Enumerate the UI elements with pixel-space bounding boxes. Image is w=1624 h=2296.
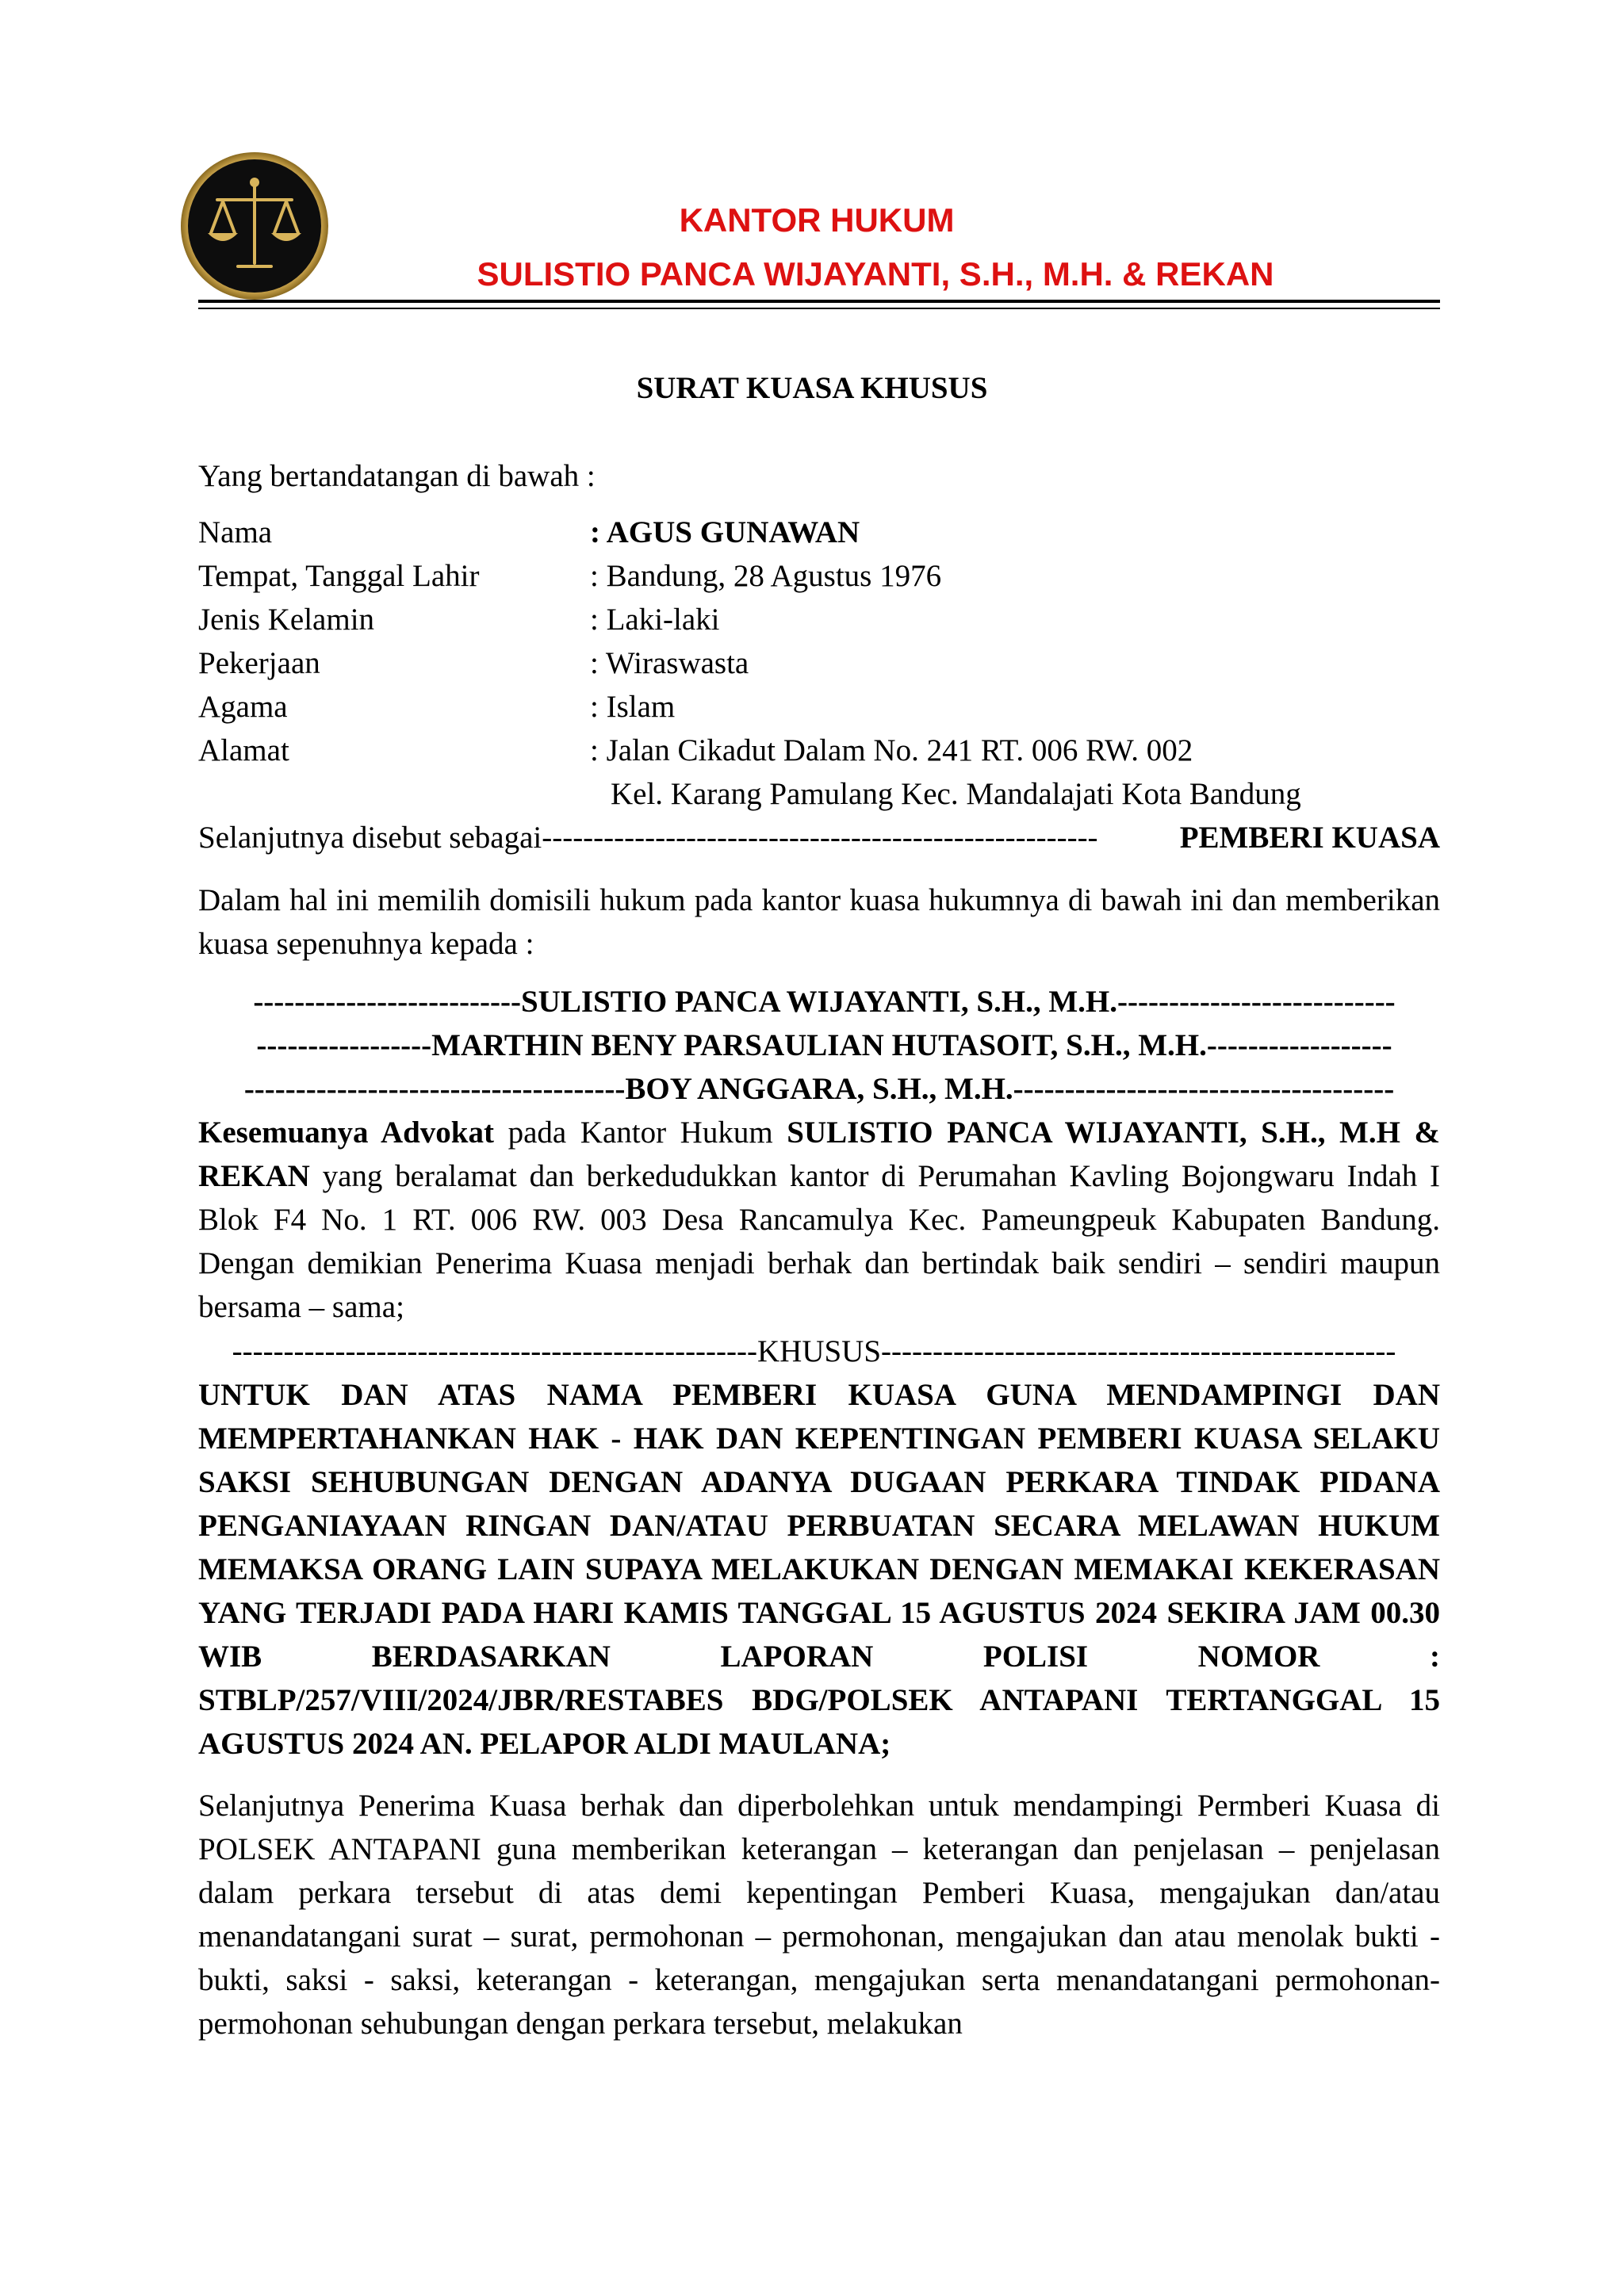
designation-role: PEMBERI KUASA	[1179, 821, 1440, 855]
advocates-lead: Kesemuanya Advokat	[198, 1115, 494, 1150]
khusus-line	[198, 1330, 1440, 1373]
intro-line: Yang bertandatangan di bawah :	[198, 459, 596, 493]
identity-row-gender	[198, 598, 1440, 641]
attorney-name: SULISTIO PANCA WIJAYANTI, S.H., M.H.	[520, 985, 1118, 1019]
identity-label: Agama	[198, 690, 288, 724]
khusus-dashes-left: ---------------------------------------------------	[232, 1334, 757, 1368]
closing-paragraph: Selanjutnya Penerima Kuasa berhak dan diperbolehkan untuk mendampingi Permberi Kuasa di POLSEK ANTAPANI guna memberikan keterangan – keterangan dan penjelasan – penjelasan dalam perkara tersebut di atas demi kepentingan Pemberi Kuasa, mengajukan dan/atau menandatangani surat – surat, permohonan – permohonan, mengajukan dan atau menolak bukti - bukti, saksi - saksi, keterangan - keterangan, mengajukan serta menandatangani permohonan-permohonan sehubungan dengan perkara tersebut, melakukan	[198, 1789, 1440, 2041]
attorney-dashes-right: ------------------	[1206, 1028, 1392, 1062]
khusus-word: KHUSUS	[756, 1334, 882, 1368]
identity-label: Alamat	[198, 733, 289, 767]
identity-table	[198, 511, 1440, 859]
address-continuation: Kel. Karang Pamulang Kec. Mandalajati Kota Bandung	[611, 777, 1301, 811]
attorney-line	[198, 1024, 1440, 1067]
identity-row-occupation	[198, 641, 1440, 685]
identity-value: : AGUS GUNAWAN	[590, 515, 860, 549]
identity-value: : Wiraswasta	[590, 646, 749, 680]
designation-dashes: ------------------------------------------------------	[542, 821, 1098, 855]
attorney-dashes-left: -----------------	[256, 1028, 432, 1062]
attorney-dashes-right: -------------------------------------	[1013, 1072, 1395, 1106]
mandate-paragraph: UNTUK DAN ATAS NAMA PEMBERI KUASA GUNA MENDAMPINGI DAN MEMPERTAHANKAN HAK - HAK DAN KEPENTINGAN PEMBERI KUASA SELAKU SAKSI SEHUBUNGAN DENGAN ADANYA DUGAAN PERKARA TINDAK PIDANA PENGANIAYAAN RINGAN DAN/ATAU PERBUATAN SECARA MELAWAN HUKUM MEMAKSA ORANG LAIN SUPAYA MELAKUKAN DENGAN MEMAKAI KEKERASAN YANG TERJADI PADA HARI KAMIS TANGGAL 15 AGUSTUS 2024 SEKIRA JAM 00.30 WIB BERDASARKAN LAPORAN POLISI NOMOR : STBLP/257/VIII/2024/JBR/RESTABES BDG/POLSEK ANTAPANI TERTANGGAL 15 AGUSTUS 2024 AN. PELAPOR ALDI MAULANA;	[198, 1378, 1440, 1761]
advocates-firm: SULISTIO PANCA WIJAYANTI, S.H., M.H & REKAN	[198, 1115, 1441, 1193]
letterhead-rule-thin	[198, 308, 1440, 309]
firm-name-line1: KANTOR HUKUM	[679, 201, 955, 239]
identity-value: : Laki-laki	[590, 603, 720, 637]
advocates-rest: yang beralamat dan berkedudukkan kantor di Perumahan Kavling Bojongwaru Indah I Blok F4 No. 1 RT. 006 RW. 003 Desa Rancamulya Kec. Pameungpeuk Kabupaten Bandung. Dengan demikian Penerima Kuasa menjadi berhak dan bertindak baik sendiri – sendiri maupun bersama – sama;	[198, 1159, 1440, 1324]
identity-label: Tempat, Tanggal Lahir	[198, 559, 480, 593]
identity-row-birth	[198, 554, 1440, 598]
identity-value: : Bandung, 28 Agustus 1976	[590, 559, 942, 593]
firm-name-line2: SULISTIO PANCA WIJAYANTI, S.H., M.H. & REKAN	[477, 255, 1274, 293]
identity-row-religion	[198, 685, 1440, 729]
identity-label: Jenis Kelamin	[198, 603, 375, 637]
attorney-line	[198, 1067, 1440, 1111]
designation-prefix: Selanjutnya disebut sebagai	[198, 821, 542, 855]
attorney-dashes-left: --------------------------	[253, 985, 521, 1019]
attorney-name: BOY ANGGARA, S.H., M.H.	[625, 1072, 1013, 1106]
identity-row-address	[198, 729, 1440, 772]
identity-label: Pekerjaan	[198, 646, 320, 680]
letterhead-rule	[198, 300, 1440, 303]
khusus-row	[198, 1330, 1440, 1373]
identity-label: Nama	[198, 515, 273, 549]
advocates-paragraph	[198, 1111, 1440, 1329]
document-title: SURAT KUASA KHUSUS	[636, 371, 988, 405]
attorney-name: MARTHIN BENY PARSAULIAN HUTASOIT, S.H., M.H.	[431, 1028, 1207, 1062]
khusus-dashes-right: --------------------------------------------------	[881, 1334, 1396, 1368]
identity-value: : Jalan Cikadut Dalam No. 241 RT. 006 RW. 002	[590, 733, 1193, 767]
attorney-dashes-left: -------------------------------------	[243, 1072, 626, 1106]
domicile-paragraph: Dalam hal ini memilih domisili hukum pada kantor kuasa hukumnya di bawah ini dan memberikan kuasa sepenuhnya kepada :	[198, 883, 1440, 961]
attorney-list	[198, 980, 1440, 1111]
designation-line	[198, 816, 1440, 859]
attorney-dashes-right: ---------------------------	[1117, 985, 1396, 1019]
identity-value: : Islam	[590, 690, 676, 724]
identity-row-name	[198, 511, 1440, 554]
attorney-line	[198, 980, 1440, 1024]
advocates-mid: pada Kantor Hukum	[493, 1115, 787, 1150]
